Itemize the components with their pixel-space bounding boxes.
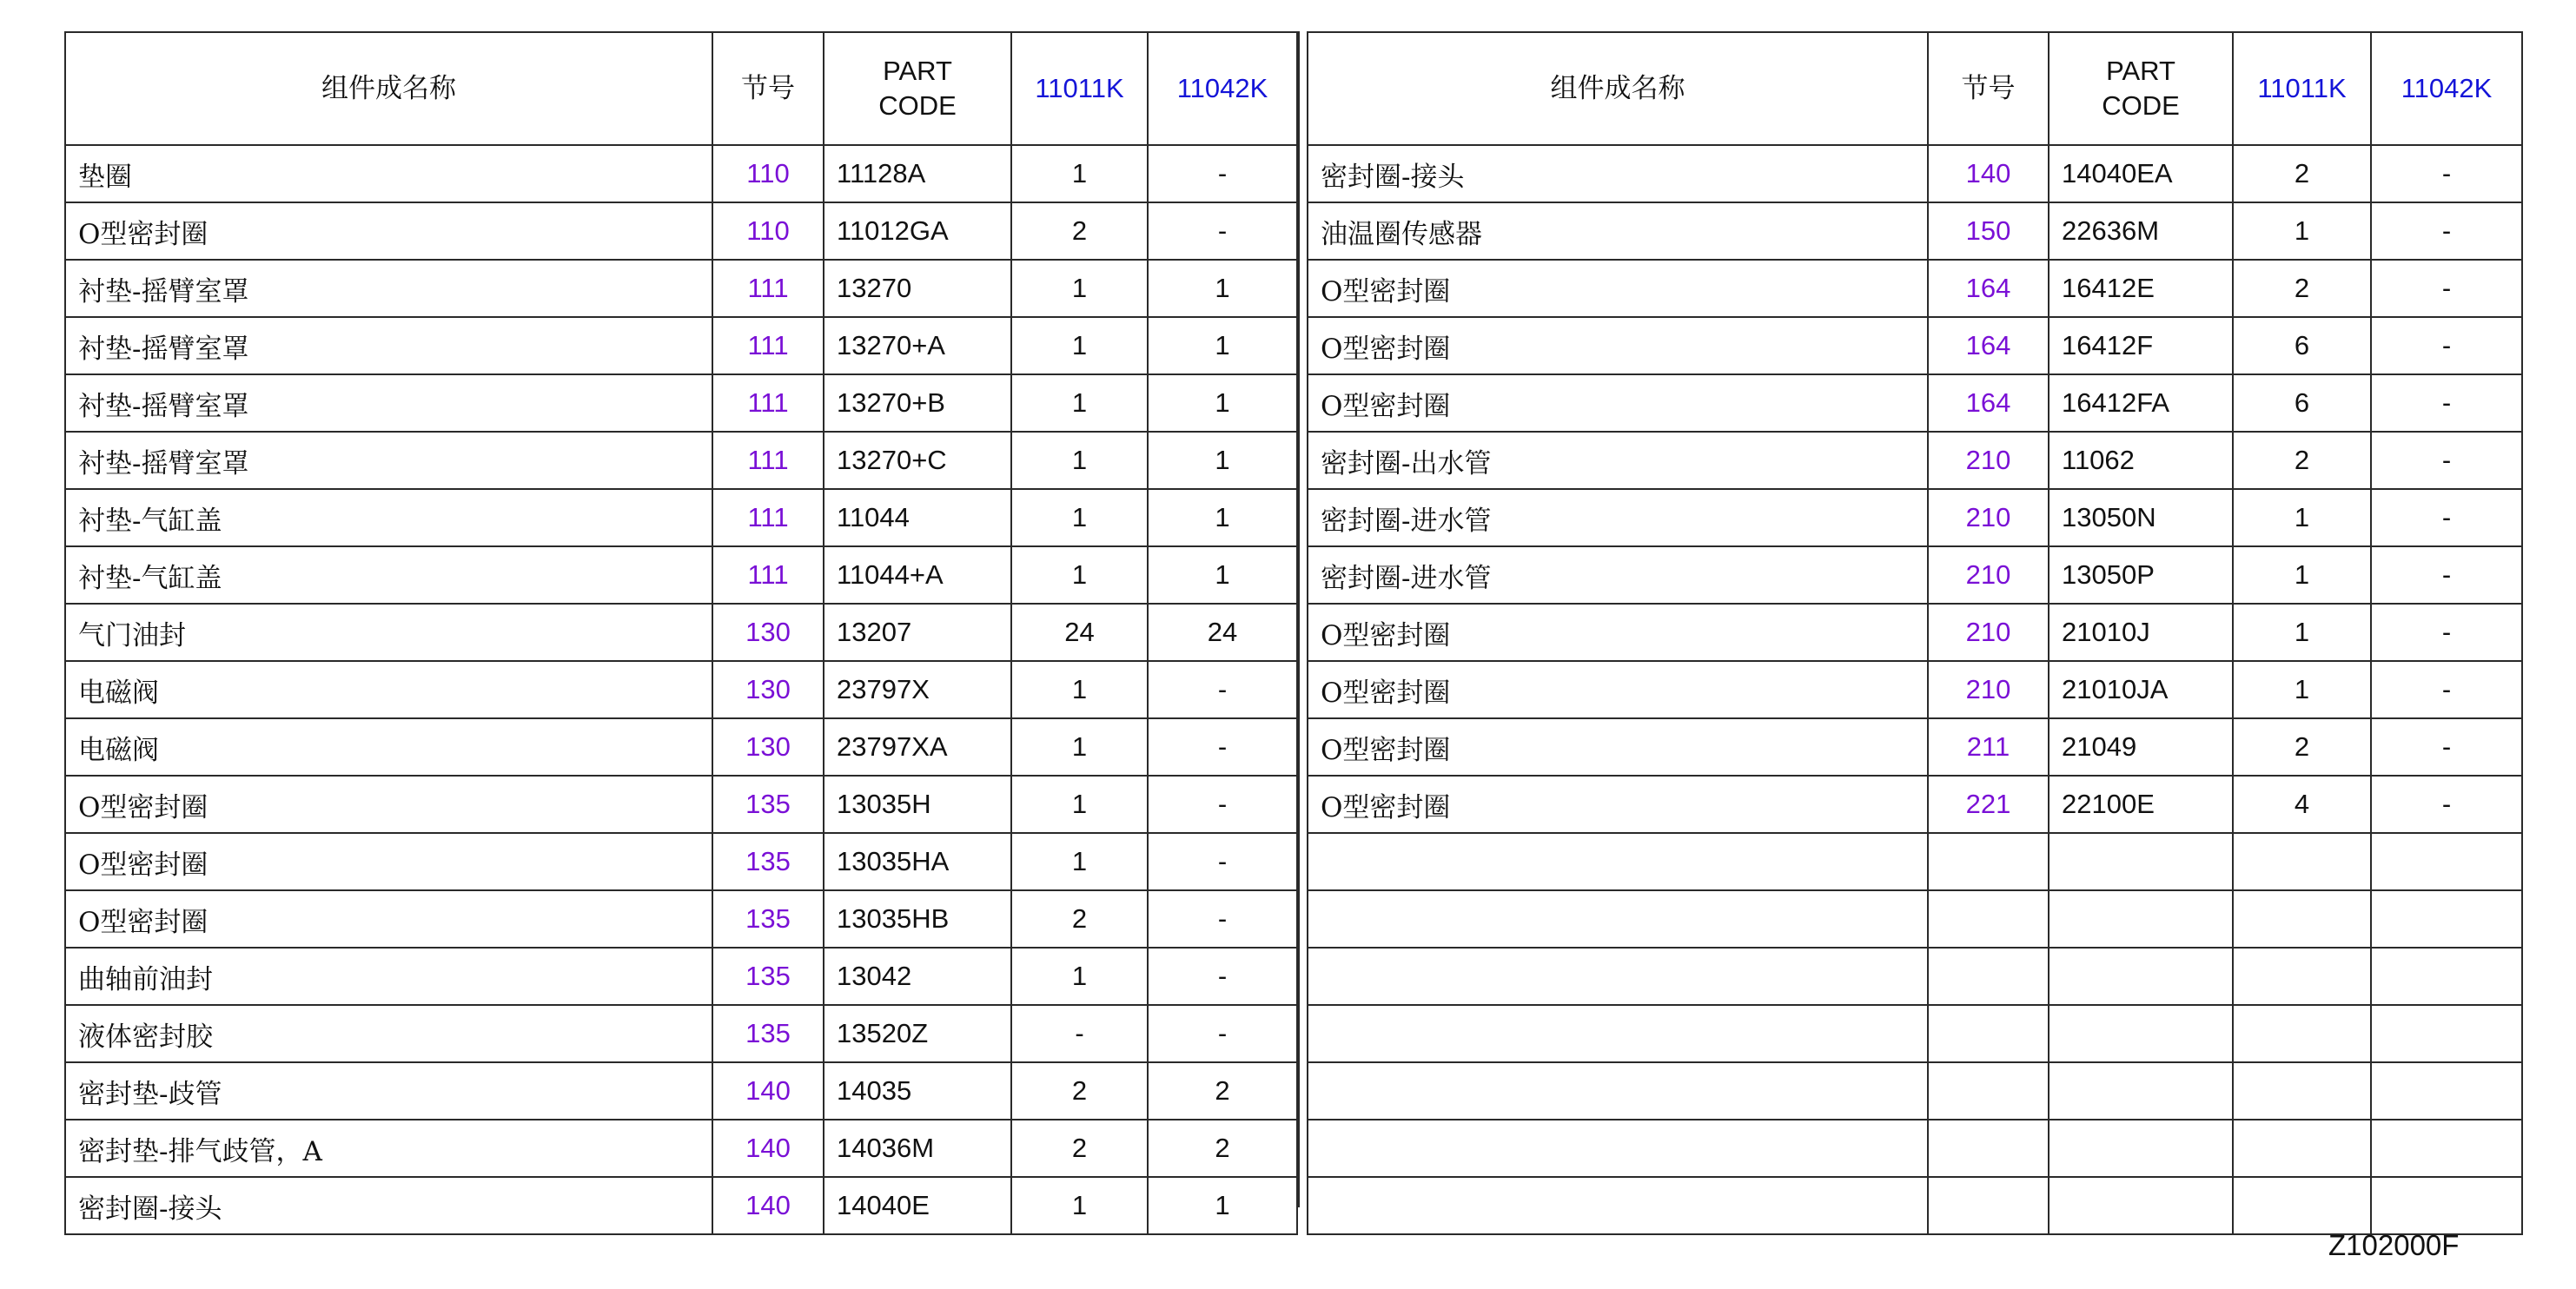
header-model-a: 11011K	[2233, 32, 2371, 145]
section-cell: 135	[712, 776, 824, 833]
table-row	[65, 260, 1297, 317]
table-row	[65, 145, 1297, 202]
qty-model-b-cell: 1	[1148, 317, 1297, 374]
section-cell	[1928, 1177, 2049, 1234]
section-cell: 140	[712, 1062, 824, 1120]
part-code-cell	[2049, 1120, 2233, 1177]
qty-model-a-cell: 2	[1011, 890, 1148, 948]
section-cell: 135	[712, 833, 824, 890]
part-code-cell: 21049	[2049, 718, 2233, 776]
header-model-b: 11042K	[1148, 32, 1297, 145]
section-cell: 130	[712, 661, 824, 718]
qty-model-a-cell: 1	[2233, 202, 2371, 260]
table-row	[1308, 948, 2522, 1005]
section-cell: 164	[1928, 317, 2049, 374]
qty-model-b-cell: 1	[1148, 374, 1297, 432]
qty-model-a-cell: 2	[2233, 260, 2371, 317]
header-section: 节号	[712, 32, 824, 145]
qty-model-a-cell: 1	[1011, 546, 1148, 604]
part-name-cell	[1308, 890, 1928, 948]
qty-model-b-cell: -	[1148, 948, 1297, 1005]
section-cell: 221	[1928, 776, 2049, 833]
qty-model-a-cell: 1	[1011, 317, 1148, 374]
qty-model-a-cell: 1	[1011, 432, 1148, 489]
header-model-b: 11042K	[2371, 32, 2522, 145]
qty-model-b-cell: -	[2371, 489, 2522, 546]
qty-model-a-cell	[2233, 1177, 2371, 1234]
qty-model-b-cell: -	[2371, 432, 2522, 489]
part-code-cell	[2049, 1005, 2233, 1062]
part-code-cell: 23797X	[824, 661, 1011, 718]
part-name-cell: 密封圈-进水管	[1308, 546, 1928, 604]
part-name-cell: 衬垫-摇臂室罩	[65, 260, 712, 317]
section-cell: 111	[712, 317, 824, 374]
part-code-cell: 14036M	[824, 1120, 1011, 1177]
part-name-cell: 液体密封胶	[65, 1005, 712, 1062]
qty-model-b-cell: -	[2371, 374, 2522, 432]
section-cell	[1928, 1062, 2049, 1120]
part-name-cell: O型密封圈	[1308, 776, 1928, 833]
part-code-cell: 13207	[824, 604, 1011, 661]
qty-model-b-cell: -	[2371, 260, 2522, 317]
table-row	[65, 1005, 1297, 1062]
section-cell: 140	[1928, 145, 2049, 202]
qty-model-b-cell	[2371, 1005, 2522, 1062]
qty-model-b-cell: -	[2371, 776, 2522, 833]
part-name-cell	[1308, 1177, 1928, 1234]
qty-model-b-cell: 24	[1148, 604, 1297, 661]
qty-model-a-cell	[2233, 948, 2371, 1005]
qty-model-a-cell: 2	[2233, 145, 2371, 202]
part-code-cell: 14040E	[824, 1177, 1011, 1234]
part-code-cell: 21010J	[2049, 604, 2233, 661]
part-name-cell	[1308, 833, 1928, 890]
qty-model-a-cell: 6	[2233, 317, 2371, 374]
table-header-row	[1308, 32, 2522, 145]
table-row	[1308, 1177, 2522, 1234]
table-row	[1308, 890, 2522, 948]
part-name-cell: 垫圈	[65, 145, 712, 202]
qty-model-b-cell: -	[1148, 776, 1297, 833]
section-cell: 140	[712, 1120, 824, 1177]
section-cell: 210	[1928, 661, 2049, 718]
parts-table-right	[1307, 31, 2523, 1235]
table-row	[65, 776, 1297, 833]
table-row	[1308, 489, 2522, 546]
qty-model-b-cell	[2371, 890, 2522, 948]
part-name-cell	[1308, 1062, 1928, 1120]
double-rule-left	[1298, 31, 1300, 1207]
part-code-cell: 22100E	[2049, 776, 2233, 833]
qty-model-b-cell: -	[2371, 604, 2522, 661]
parts-table-left	[64, 31, 1298, 1235]
table-row	[65, 317, 1297, 374]
qty-model-b-cell: 1	[1148, 546, 1297, 604]
qty-model-a-cell: 1	[2233, 604, 2371, 661]
section-cell: 111	[712, 546, 824, 604]
part-name-cell: 衬垫-摇臂室罩	[65, 374, 712, 432]
table-row	[65, 1062, 1297, 1120]
part-name-cell: O型密封圈	[1308, 317, 1928, 374]
table-row	[1308, 546, 2522, 604]
section-cell: 111	[712, 432, 824, 489]
part-name-cell: 衬垫-摇臂室罩	[65, 317, 712, 374]
qty-model-a-cell: 1	[1011, 833, 1148, 890]
part-name-cell	[1308, 1005, 1928, 1062]
table-row	[1308, 604, 2522, 661]
part-code-cell: 16412E	[2049, 260, 2233, 317]
part-code-cell: 14040EA	[2049, 145, 2233, 202]
qty-model-a-cell: 1	[1011, 661, 1148, 718]
part-name-cell	[1308, 1120, 1928, 1177]
section-cell: 211	[1928, 718, 2049, 776]
qty-model-b-cell	[2371, 833, 2522, 890]
part-code-cell: 16412F	[2049, 317, 2233, 374]
part-code-cell: 13270+A	[824, 317, 1011, 374]
part-name-cell: O型密封圈	[1308, 260, 1928, 317]
qty-model-a-cell: 1	[2233, 489, 2371, 546]
part-name-cell: 密封圈-出水管	[1308, 432, 1928, 489]
qty-model-a-cell	[2233, 1120, 2371, 1177]
qty-model-a-cell: 1	[2233, 546, 2371, 604]
table-row	[65, 374, 1297, 432]
part-code-cell	[2049, 1177, 2233, 1234]
part-name-cell: 密封垫-歧管	[65, 1062, 712, 1120]
part-name-cell: O型密封圈	[65, 890, 712, 948]
table-row	[65, 661, 1297, 718]
part-code-cell: 13035HB	[824, 890, 1011, 948]
part-name-cell: 衬垫-摇臂室罩	[65, 432, 712, 489]
qty-model-a-cell: 1	[1011, 948, 1148, 1005]
part-name-cell: 衬垫-气缸盖	[65, 489, 712, 546]
part-code-cell: 11128A	[824, 145, 1011, 202]
part-code-cell: 11012GA	[824, 202, 1011, 260]
section-cell: 110	[712, 145, 824, 202]
part-code-cell	[2049, 948, 2233, 1005]
qty-model-a-cell: 1	[1011, 489, 1148, 546]
qty-model-b-cell: -	[1148, 890, 1297, 948]
part-code-cell: 11044+A	[824, 546, 1011, 604]
section-cell: 150	[1928, 202, 2049, 260]
part-code-cell: 21010JA	[2049, 661, 2233, 718]
qty-model-a-cell: 2	[1011, 202, 1148, 260]
qty-model-a-cell: 1	[1011, 718, 1148, 776]
table-body-left	[65, 145, 1297, 1234]
part-code-cell: 13270	[824, 260, 1011, 317]
part-name-cell: 密封圈-进水管	[1308, 489, 1928, 546]
qty-model-b-cell: -	[2371, 317, 2522, 374]
part-code-cell: 13520Z	[824, 1005, 1011, 1062]
part-code-cell: 13035HA	[824, 833, 1011, 890]
section-cell: 111	[712, 260, 824, 317]
table-row	[65, 833, 1297, 890]
section-cell: 210	[1928, 546, 2049, 604]
part-code-cell: 13050P	[2049, 546, 2233, 604]
section-cell: 135	[712, 890, 824, 948]
section-cell: 164	[1928, 260, 2049, 317]
section-cell: 135	[712, 1005, 824, 1062]
part-code-cell: 13050N	[2049, 489, 2233, 546]
qty-model-b-cell: -	[1148, 145, 1297, 202]
qty-model-b-cell: 2	[1148, 1062, 1297, 1120]
table-row	[1308, 661, 2522, 718]
table-row	[65, 604, 1297, 661]
table-row	[1308, 1120, 2522, 1177]
header-part-code: PART CODE	[824, 32, 1011, 145]
section-cell: 130	[712, 604, 824, 661]
qty-model-b-cell: -	[1148, 202, 1297, 260]
qty-model-b-cell: -	[1148, 718, 1297, 776]
qty-model-a-cell: 4	[2233, 776, 2371, 833]
table-row	[1308, 432, 2522, 489]
table-row	[1308, 145, 2522, 202]
section-cell	[1928, 1005, 2049, 1062]
section-cell: 110	[712, 202, 824, 260]
document-code: Z102000F	[2328, 1229, 2460, 1261]
qty-model-b-cell	[2371, 1120, 2522, 1177]
section-cell: 210	[1928, 489, 2049, 546]
part-name-cell: 电磁阀	[65, 661, 712, 718]
part-name-cell: O型密封圈	[65, 833, 712, 890]
qty-model-a-cell: 2	[2233, 432, 2371, 489]
section-cell: 135	[712, 948, 824, 1005]
table-row	[65, 718, 1297, 776]
section-cell: 210	[1928, 604, 2049, 661]
qty-model-b-cell: -	[1148, 833, 1297, 890]
qty-model-a-cell: 1	[1011, 374, 1148, 432]
table-row	[65, 202, 1297, 260]
section-cell: 140	[712, 1177, 824, 1234]
part-code-cell: 11044	[824, 489, 1011, 546]
table-row	[1308, 202, 2522, 260]
table-header-row	[65, 32, 1297, 145]
part-name-cell: 曲轴前油封	[65, 948, 712, 1005]
table-row	[65, 1177, 1297, 1234]
qty-model-b-cell: 1	[1148, 260, 1297, 317]
qty-model-b-cell: -	[2371, 546, 2522, 604]
qty-model-b-cell: -	[1148, 661, 1297, 718]
table-row	[65, 546, 1297, 604]
qty-model-b-cell: 1	[1148, 432, 1297, 489]
qty-model-a-cell: 1	[1011, 776, 1148, 833]
qty-model-a-cell: 1	[1011, 145, 1148, 202]
section-cell: 210	[1928, 432, 2049, 489]
part-name-cell: O型密封圈	[65, 202, 712, 260]
section-cell: 130	[712, 718, 824, 776]
qty-model-b-cell: 1	[1148, 1177, 1297, 1234]
qty-model-a-cell	[2233, 890, 2371, 948]
qty-model-b-cell: -	[1148, 1005, 1297, 1062]
table-row	[1308, 1005, 2522, 1062]
qty-model-a-cell: -	[1011, 1005, 1148, 1062]
table-row	[1308, 260, 2522, 317]
section-cell	[1928, 833, 2049, 890]
qty-model-b-cell	[2371, 948, 2522, 1005]
part-code-cell: 14035	[824, 1062, 1011, 1120]
part-name-cell: 电磁阀	[65, 718, 712, 776]
table-row	[1308, 776, 2522, 833]
qty-model-a-cell: 2	[1011, 1120, 1148, 1177]
part-name-cell	[1308, 948, 1928, 1005]
qty-model-a-cell: 1	[2233, 661, 2371, 718]
qty-model-a-cell	[2233, 1062, 2371, 1120]
part-code-cell: 13035H	[824, 776, 1011, 833]
qty-model-b-cell: 1	[1148, 489, 1297, 546]
table-row	[65, 948, 1297, 1005]
header-name: 组件成名称	[1308, 32, 1928, 145]
table-body-right	[1308, 145, 2522, 1234]
qty-model-b-cell: -	[2371, 661, 2522, 718]
header-part-code: PART CODE	[2049, 32, 2233, 145]
section-cell: 111	[712, 489, 824, 546]
part-code-cell	[2049, 833, 2233, 890]
qty-model-b-cell: -	[2371, 718, 2522, 776]
qty-model-a-cell: 6	[2233, 374, 2371, 432]
qty-model-a-cell: 2	[1011, 1062, 1148, 1120]
qty-model-a-cell	[2233, 833, 2371, 890]
part-code-cell: 22636M	[2049, 202, 2233, 260]
part-name-cell: O型密封圈	[1308, 604, 1928, 661]
table-row	[65, 1120, 1297, 1177]
qty-model-a-cell: 1	[1011, 1177, 1148, 1234]
part-code-cell: 16412FA	[2049, 374, 2233, 432]
header-name: 组件成名称	[65, 32, 712, 145]
header-model-a: 11011K	[1011, 32, 1148, 145]
part-code-cell: 13042	[824, 948, 1011, 1005]
part-code-cell	[2049, 890, 2233, 948]
part-name-cell: O型密封圈	[1308, 718, 1928, 776]
table-row	[1308, 317, 2522, 374]
part-name-cell: 密封圈-接头	[65, 1177, 712, 1234]
section-cell	[1928, 890, 2049, 948]
part-name-cell: O型密封圈	[65, 776, 712, 833]
table-row	[1308, 833, 2522, 890]
part-name-cell: O型密封圈	[1308, 374, 1928, 432]
part-name-cell: 密封圈-接头	[1308, 145, 1928, 202]
part-name-cell: 密封垫-排气歧管，A	[65, 1120, 712, 1177]
qty-model-b-cell: 2	[1148, 1120, 1297, 1177]
part-name-cell: 衬垫-气缸盖	[65, 546, 712, 604]
qty-model-b-cell	[2371, 1177, 2522, 1234]
section-cell	[1928, 948, 2049, 1005]
part-code-cell: 23797XA	[824, 718, 1011, 776]
qty-model-a-cell: 24	[1011, 604, 1148, 661]
part-code-cell: 13270+B	[824, 374, 1011, 432]
qty-model-b-cell: -	[2371, 145, 2522, 202]
part-name-cell: O型密封圈	[1308, 661, 1928, 718]
table-row	[1308, 374, 2522, 432]
table-row	[65, 432, 1297, 489]
part-code-cell: 11062	[2049, 432, 2233, 489]
section-cell: 111	[712, 374, 824, 432]
part-code-cell: 13270+C	[824, 432, 1011, 489]
qty-model-a-cell: 2	[2233, 718, 2371, 776]
table-row	[65, 890, 1297, 948]
qty-model-b-cell	[2371, 1062, 2522, 1120]
qty-model-b-cell: -	[2371, 202, 2522, 260]
section-cell	[1928, 1120, 2049, 1177]
table-row	[1308, 1062, 2522, 1120]
header-section: 节号	[1928, 32, 2049, 145]
table-row	[65, 489, 1297, 546]
qty-model-a-cell: 1	[1011, 260, 1148, 317]
part-name-cell: 油温圈传感器	[1308, 202, 1928, 260]
part-code-cell	[2049, 1062, 2233, 1120]
table-row	[1308, 718, 2522, 776]
section-cell: 164	[1928, 374, 2049, 432]
part-name-cell: 气门油封	[65, 604, 712, 661]
qty-model-a-cell	[2233, 1005, 2371, 1062]
